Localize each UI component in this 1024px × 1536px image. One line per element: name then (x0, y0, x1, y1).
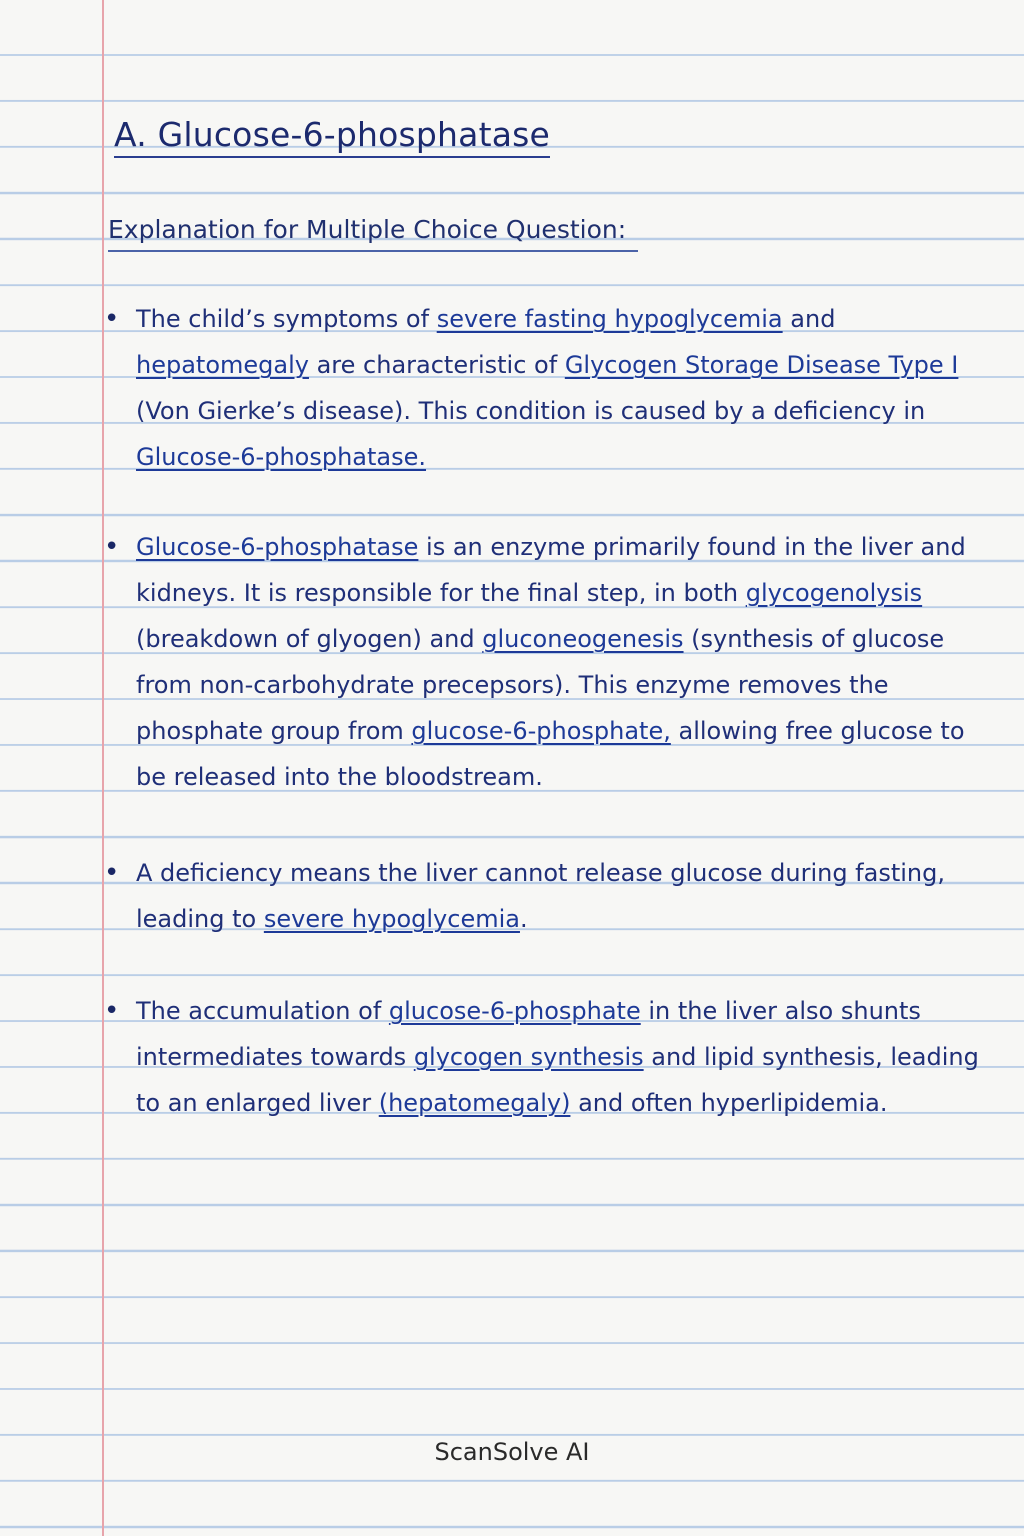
bullet-dot: • (104, 304, 120, 334)
bullet-item-2 (104, 524, 994, 800)
subtitle: Explanation for Multiple Choice Question: (108, 210, 638, 252)
highlight-term: Glucose-6-phosphatase (136, 533, 419, 561)
bullet-dot: • (104, 858, 120, 888)
bullet-text-4: The accumulation of glucose-6-phosphate in the liver also shunts intermediates towards glycogen synthesis and lipid synthesis, leading to an enlarged liver (hepatomegaly) and often hyperlipidemia. (136, 997, 979, 1117)
highlight-term: glucose-6-phosphate, (411, 717, 671, 745)
footer-watermark: ScanSolve AI (434, 1438, 590, 1466)
bullet-text-1: The child’s symptoms of severe fasting hypoglycemia and hepatomegaly are characteristic of Glycogen Storage Disease Type I (Von Gierke’s disease). This condition is caused by a deficiency in Glucose-6-phosphatase. (136, 305, 959, 471)
highlight-term: (hepatomegaly) (378, 1089, 571, 1117)
highlight-term: glycogen synthesis (413, 1043, 644, 1071)
bullet-text-2: Glucose-6-phosphatase is an enzyme primarily found in the liver and kidneys. It is responsible for the final step, in both glycogenolysis (breakdown of glyogen) and gluconeogenesis (synthesis of glucose from non-carbohydrate precepsors). This enzyme removes the phosphate group from glucose-6-phosphate, allowing free glucose to be released into the bloodstream. (136, 533, 966, 791)
bullet-dot: • (104, 996, 120, 1026)
highlight-term: glucose-6-phosphate (388, 997, 641, 1025)
highlight-term: severe hypoglycemia (263, 905, 520, 933)
highlight-term: hepatomegaly (136, 351, 309, 379)
highlight-term: gluconeogenesis (482, 625, 684, 653)
highlight-term: severe fasting hypoglycemia (436, 305, 783, 333)
bullet-item-1 (104, 296, 994, 480)
bullet-item-3 (104, 850, 994, 942)
page-title (114, 112, 550, 158)
title-text: A. Glucose-6-phosphatase (114, 115, 550, 158)
highlight-term: Glucose-6-phosphatase. (136, 443, 427, 471)
highlight-term: glycogenolysis (745, 579, 923, 607)
bullet-item-4 (104, 988, 994, 1126)
highlight-term: Glycogen Storage Disease Type I (564, 351, 959, 379)
bullet-text-3: A deficiency means the liver cannot release glucose during fasting, leading to severe hypoglycemia. (136, 859, 945, 933)
bullet-dot: • (104, 532, 120, 562)
